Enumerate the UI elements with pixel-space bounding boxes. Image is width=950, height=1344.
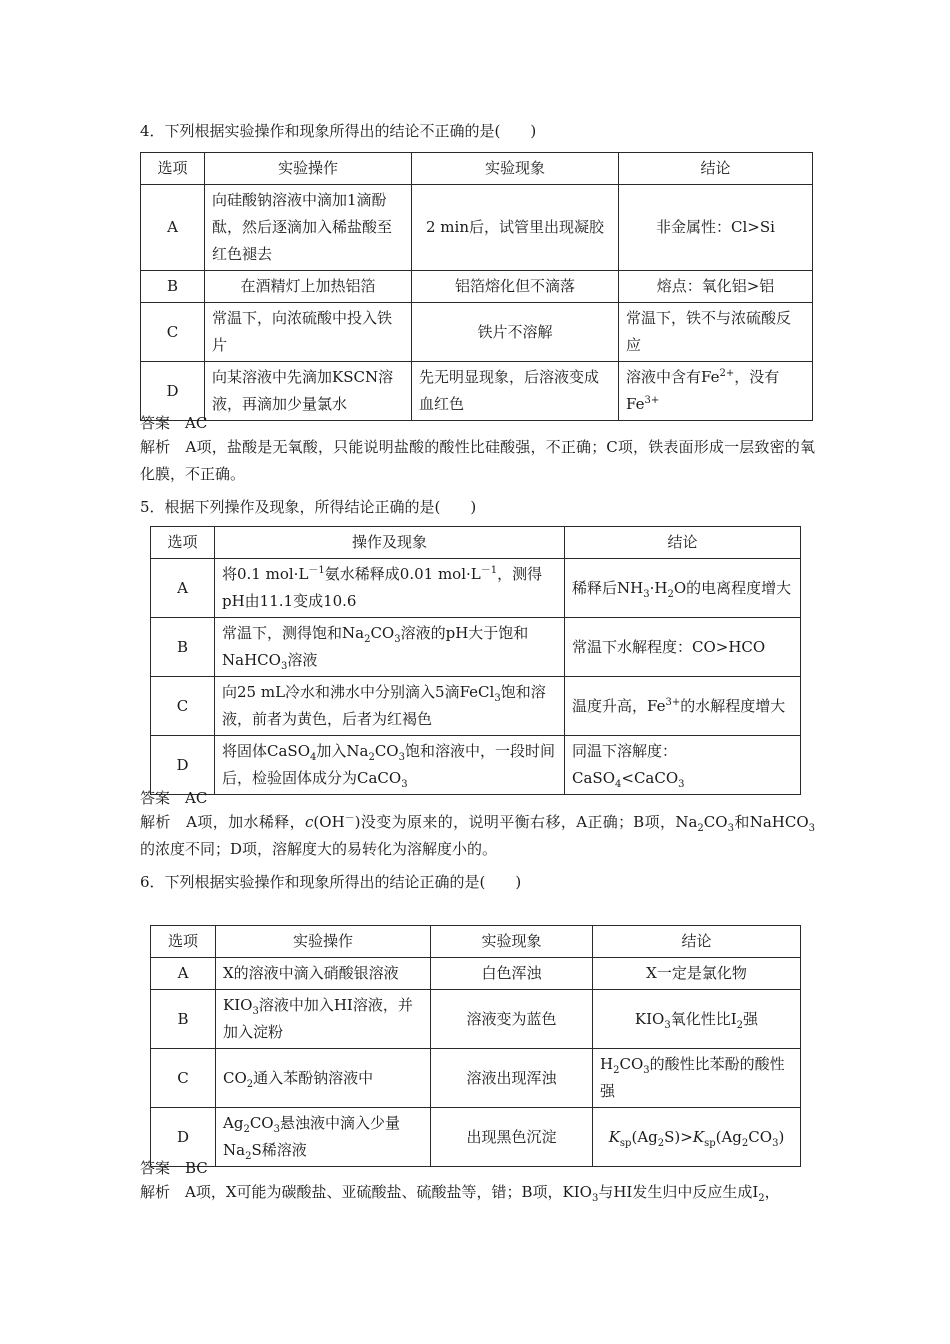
header-cell: 实验现象 xyxy=(412,153,619,185)
table-row xyxy=(151,677,801,736)
q6-table xyxy=(150,925,801,1167)
operation-cell: 向25 mL冷水和沸水中分别滴入5滴FeCl$_3$饱和溶液，前者为黄色，后者为红褐色 xyxy=(215,677,565,736)
conclusion-cell: 稀释后$NH_3\cdot H_2O$的电离程度增大 xyxy=(565,559,801,618)
operation-cell: 常温下，测得饱和$Na_2CO_3$溶液的pH大于饱和NaHCO$_3$溶液 xyxy=(215,618,565,677)
conclusion-cell: $K_{sp}(Ag_2S)>K_{sp}(Ag_2CO_3)$ xyxy=(593,1108,801,1167)
conclusion-cell: 非金属性：Cl>Si xyxy=(619,185,813,271)
table-header-row xyxy=(141,153,813,185)
option-cell: A xyxy=(151,958,216,990)
header-cell: 选项 xyxy=(151,926,216,958)
header-cell: 实验操作 xyxy=(205,153,412,185)
header-cell: 选项 xyxy=(151,527,215,559)
option-cell: A xyxy=(151,559,215,618)
table-row xyxy=(151,1049,801,1108)
conclusion-cell: 熔点：氧化铝>铝 xyxy=(619,271,813,303)
q5-solution xyxy=(140,787,815,863)
q5-question: 5．根据下列操作及现象，所得结论正确的是( ) xyxy=(140,498,477,516)
conclusion-cell: $H_2CO_3$的酸性比苯酚的酸性强 xyxy=(593,1049,801,1108)
conclusion-cell: 溶液中含有$Fe^{2+}$，没有 $Fe^{3+}$ xyxy=(619,362,813,421)
header-cell: 结论 xyxy=(619,153,813,185)
q5-table xyxy=(150,526,801,795)
operation-cell: X的溶液中滴入硝酸银溶液 xyxy=(216,958,431,990)
header-cell: 实验操作 xyxy=(216,926,431,958)
q6-solution xyxy=(140,1157,815,1206)
q4-answer: 答案 AC xyxy=(140,414,208,432)
table-row xyxy=(151,990,801,1049)
operation-cell: 常温下，向浓硫酸中投入铁片 xyxy=(205,303,412,362)
option-cell: D xyxy=(151,736,215,795)
q4-solution xyxy=(140,412,815,488)
conclusion-cell: 常温下，铁不与浓硫酸反应 xyxy=(619,303,813,362)
option-cell: B xyxy=(141,271,205,303)
phenomenon-cell: 先无明显现象，后溶液变成血红色 xyxy=(412,362,619,421)
q4-explanation: 解析 A项，盐酸是无氧酸，只能说明盐酸的酸性比硅酸强，不正确；C项，铁表面形成一层致密的氧化膜，不正确。 xyxy=(140,438,815,483)
phenomenon-cell: 2 min后，试管里出现凝胶 xyxy=(412,185,619,271)
q6-question: 6．下列根据实验操作和现象所得出的结论正确的是( ) xyxy=(140,873,522,891)
operation-cell: 将0.1 $mol\cdot L^{-1}$氨水稀释成0.01 $mol\cdot L^{-1}$，测得pH由11.1变成10.6 xyxy=(215,559,565,618)
option-cell: C xyxy=(151,1049,216,1108)
q6-block xyxy=(140,871,815,893)
q4-block xyxy=(140,120,815,142)
conclusion-cell: X一定是氯化物 xyxy=(593,958,801,990)
header-cell: 选项 xyxy=(141,153,205,185)
conclusion-cell: 同温下溶解度： CaSO$_4$<CaCO$_3$ xyxy=(565,736,801,795)
table-header-row xyxy=(151,926,801,958)
phenomenon-cell: 铝箔熔化但不滴落 xyxy=(412,271,619,303)
header-cell: 结论 xyxy=(565,527,801,559)
operation-cell: $CO_2$通入苯酚钠溶液中 xyxy=(216,1049,431,1108)
table-row xyxy=(151,736,801,795)
table-row xyxy=(151,618,801,677)
q5-block xyxy=(140,496,815,518)
operation-cell: 向某溶液中先滴加KSCN溶液，再滴加少量氯水 xyxy=(205,362,412,421)
q5-answer: 答案 AC xyxy=(140,789,208,807)
table-row xyxy=(151,559,801,618)
conclusion-cell: 温度升高，$Fe^{3+}$的水解程度增大 xyxy=(565,677,801,736)
q6-answer: 答案 BC xyxy=(140,1159,208,1177)
phenomenon-cell: 铁片不溶解 xyxy=(412,303,619,362)
operation-cell: 向硅酸钠溶液中滴加1滴酚酞，然后逐滴加入稀盐酸至红色褪去 xyxy=(205,185,412,271)
option-cell: A xyxy=(141,185,205,271)
table-row xyxy=(141,185,813,271)
table-row xyxy=(141,303,813,362)
q6-explanation: 解析 A项，X可能为碳酸盐、亚硫酸盐、硫酸盐等，错；B项，$KIO_3$与HI发生归中反应生成$I_2$， xyxy=(140,1183,780,1204)
q4-table xyxy=(140,152,813,421)
table-row xyxy=(151,958,801,990)
option-cell: D xyxy=(151,1108,216,1167)
table-row xyxy=(141,271,813,303)
option-cell: C xyxy=(151,677,215,736)
operation-cell: 将固体CaSO$_4$加入$Na_2CO_3$饱和溶液中，一段时间后，检验固体成分为CaCO$_3$ xyxy=(215,736,565,795)
conclusion-cell: 常温下水解程度：CO>HCO xyxy=(565,618,801,677)
header-cell: 操作及现象 xyxy=(215,527,565,559)
header-cell: 实验现象 xyxy=(431,926,593,958)
operation-cell: $Ag_2CO_3$悬浊液中滴入少量$Na_2S$稀溶液 xyxy=(216,1108,431,1167)
operation-cell: $KIO_3$溶液中加入HI溶液，并加入淀粉 xyxy=(216,990,431,1049)
phenomenon-cell: 白色浑浊 xyxy=(431,958,593,990)
q5-explanation: 解析 A项，加水稀释，c(OH－)没变为原来的，说明平衡右移，A正确；B项，$Na_2CO_3$和NaHCO$_3$的浓度不同；D项，溶解度大的易转化为溶解度小的。 xyxy=(140,813,815,858)
option-cell: C xyxy=(141,303,205,362)
phenomenon-cell: 出现黑色沉淀 xyxy=(431,1108,593,1167)
option-cell: B xyxy=(151,618,215,677)
option-cell: B xyxy=(151,990,216,1049)
q4-question: 4．下列根据实验操作和现象所得出的结论不正确的是( ) xyxy=(140,122,537,140)
conclusion-cell: $KIO_3$氧化性比$I_2$强 xyxy=(593,990,801,1049)
phenomenon-cell: 溶液出现浑浊 xyxy=(431,1049,593,1108)
table-header-row xyxy=(151,527,801,559)
header-cell: 结论 xyxy=(593,926,801,958)
phenomenon-cell: 溶液变为蓝色 xyxy=(431,990,593,1049)
operation-cell: 在酒精灯上加热铝箔 xyxy=(205,271,412,303)
option-cell: D xyxy=(141,362,205,421)
